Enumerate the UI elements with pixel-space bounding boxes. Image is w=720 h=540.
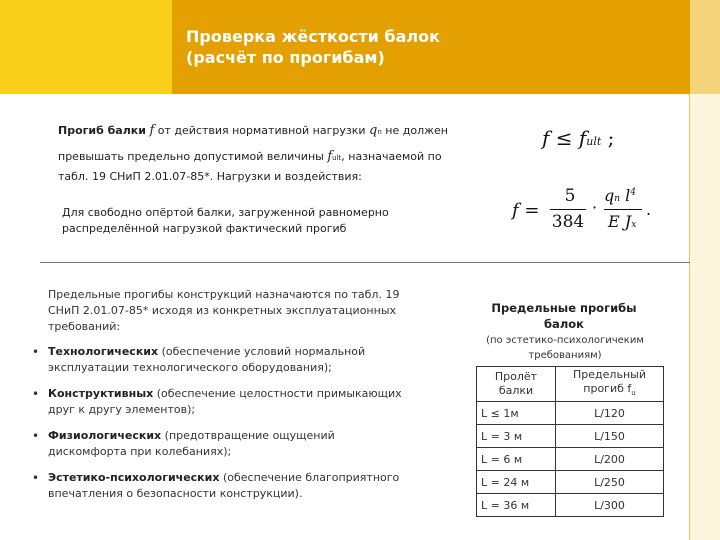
cell-span: L = 24 м xyxy=(477,471,556,494)
table-header-row xyxy=(477,367,664,402)
table-title-line1: Предельные прогибы xyxy=(491,301,637,315)
table-subtitle-line2: требованиям) xyxy=(528,350,602,361)
formula1-subscript: ult xyxy=(586,135,602,148)
formula2-denominator-384: 384 xyxy=(551,212,585,232)
header-limit-line1: Предельный xyxy=(573,367,646,381)
para2-line1: Для свободно опёртой балки, загруженной равномерно xyxy=(62,206,389,219)
formula-deflection-limit xyxy=(542,126,614,150)
table-row xyxy=(477,471,664,494)
cell-span: L = 36 м xyxy=(477,494,556,517)
formula1-lhs: f ≤ f xyxy=(542,126,587,150)
header-limit-subscript: u xyxy=(631,389,636,398)
list-item xyxy=(30,428,450,460)
list-item-text1: (обеспечение целостности примыкающих xyxy=(153,387,402,400)
slide-title-line2: (расчёт по прогибам) xyxy=(186,48,385,67)
list-item-bold: Эстетико-психологических xyxy=(48,471,220,484)
deflection-paragraph-line2 xyxy=(58,150,498,165)
table-title-line2: балок xyxy=(544,317,584,331)
formula2-dot: · xyxy=(592,198,598,217)
table-row xyxy=(477,425,664,448)
list-item-text1: (предотвращение ощущений xyxy=(161,429,335,442)
section-divider xyxy=(40,262,690,263)
list-item xyxy=(30,470,450,502)
right-strip-divider xyxy=(689,94,690,540)
para1-text-b: не должен xyxy=(385,124,448,137)
slide-title xyxy=(186,26,666,68)
formula2-denominator-EJ xyxy=(608,212,636,231)
cell-span: L = 3 м xyxy=(477,425,556,448)
cell-limit: L/150 xyxy=(556,425,664,448)
formula2-q: q xyxy=(604,186,615,205)
header-span-line2: балки xyxy=(498,384,534,397)
table-row xyxy=(477,448,664,471)
para2-line2: распределённой нагрузкой фактический прогиб xyxy=(62,222,347,235)
requirements-list xyxy=(30,344,450,512)
table-subtitle-line1: (по эстетико-психологичеким xyxy=(486,335,644,346)
limits-intro-line2: СНиП 2.01.07-85* исходя из конкретных эксплуатационных xyxy=(48,304,397,317)
list-item-text1: (обеспечение благоприятного xyxy=(219,471,400,484)
bullet-icon: • xyxy=(32,387,40,401)
deflection-paragraph-line1 xyxy=(58,124,498,139)
bullet-icon: • xyxy=(32,345,40,359)
simply-supported-paragraph xyxy=(62,205,462,237)
slide-title-line1: Проверка жёсткости балок xyxy=(186,27,440,46)
symbol-fult: f xyxy=(327,149,333,164)
para1-text-a: от действия нормативной нагрузки xyxy=(157,124,366,137)
formula2-J-subscript: x xyxy=(631,220,637,230)
list-item-text2: друг к другу элементов); xyxy=(48,403,196,416)
list-item-bold: Физиологических xyxy=(48,429,162,442)
header-span-line1: Пролёт xyxy=(494,370,538,383)
list-item-text2: дискомфорта при колебаниях); xyxy=(48,445,232,458)
formula2-l-exponent: 4 xyxy=(630,187,636,198)
formula2-fraction-bar-right xyxy=(604,209,642,210)
cell-limit: L/300 xyxy=(556,494,664,517)
formula2-numerator-q xyxy=(604,186,636,205)
table-row xyxy=(477,494,664,517)
table-title xyxy=(478,300,650,332)
formula2-EJ: E J xyxy=(608,212,632,231)
para1-text-c: превышать предельно допустимой величины xyxy=(58,150,324,163)
deflection-limits-table xyxy=(476,366,664,517)
list-item-text1: (обеспечение условий нормальной xyxy=(158,345,366,358)
list-item-bold: Технологических xyxy=(48,345,159,358)
cell-limit: L/250 xyxy=(556,471,664,494)
header-limit-line2: прогиб f xyxy=(583,381,632,395)
limits-intro-line1: Предельные прогибы конструкций назначаются по табл. 19 xyxy=(48,288,400,301)
formula2-period: . xyxy=(646,200,652,219)
cell-limit: L/200 xyxy=(556,448,664,471)
table-subtitle xyxy=(470,333,660,363)
cell-limit: L/120 xyxy=(556,402,664,425)
list-item xyxy=(30,344,450,376)
limits-intro-line3: требований: xyxy=(48,320,121,333)
formula2-q-subscript: n xyxy=(614,194,621,204)
limits-intro xyxy=(48,287,448,335)
bullet-icon: • xyxy=(32,429,40,443)
deflection-lead: Прогиб балки xyxy=(58,124,146,137)
list-item-text2: эксплуатации технологического оборудования); xyxy=(48,361,332,374)
para1-text-d: , назначаемой по xyxy=(341,150,442,163)
header-span xyxy=(477,367,556,402)
para1-text-e: табл. 19 СНиП 2.01.07-85*. Нагрузки и воздействия: xyxy=(58,170,362,183)
formula2-numerator-5: 5 xyxy=(564,186,576,206)
symbol-fult-subscript: ult xyxy=(332,154,342,162)
symbol-f: f xyxy=(149,123,155,138)
list-item xyxy=(30,386,450,418)
deflection-paragraph-line3 xyxy=(58,170,498,184)
table-row xyxy=(477,402,664,425)
formula2-lhs: f = xyxy=(512,200,540,221)
symbol-q: q xyxy=(369,123,378,138)
formula1-semicolon: ; xyxy=(607,126,615,150)
list-item-bold: Конструктивных xyxy=(48,387,154,400)
formula2-l: l xyxy=(625,186,631,205)
cell-span: L = 6 м xyxy=(477,448,556,471)
header-left-band xyxy=(0,0,172,94)
symbol-q-subscript: n xyxy=(377,128,382,136)
cell-span: L ≤ 1м xyxy=(477,402,556,425)
formula2-fraction-bar-left xyxy=(550,209,586,210)
list-item-text2: впечатления о безопасности конструкции). xyxy=(48,487,303,500)
right-strip-accent xyxy=(690,0,720,94)
header-limit xyxy=(556,367,664,402)
formula-actual-deflection xyxy=(512,186,672,238)
bullet-icon: • xyxy=(32,471,40,485)
